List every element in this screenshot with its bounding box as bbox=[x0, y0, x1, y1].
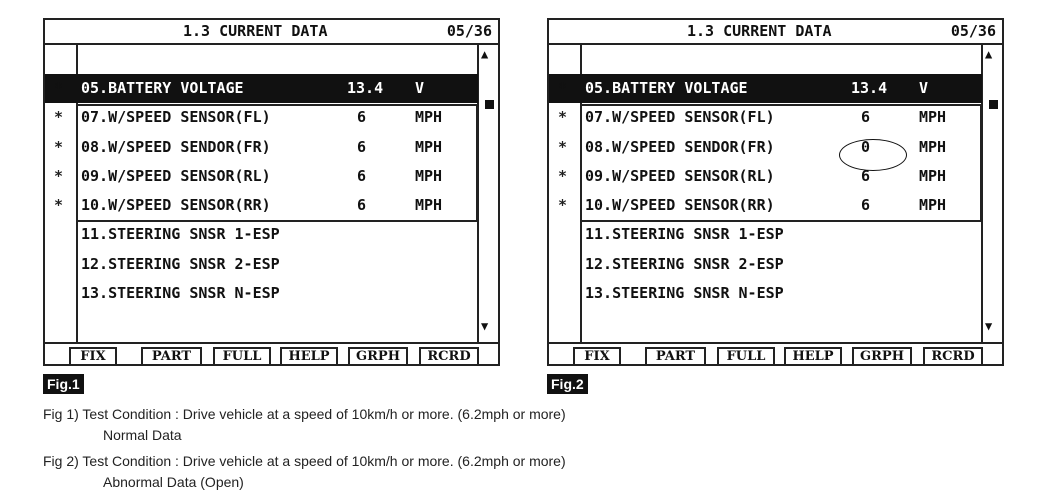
data-list bbox=[549, 74, 982, 308]
data-row[interactable] bbox=[549, 250, 982, 279]
fixed-mark: * bbox=[558, 108, 568, 127]
fixed-mark: * bbox=[558, 137, 568, 156]
item-name: 05.BATTERY VOLTAGE bbox=[585, 79, 748, 97]
item-name: 08.W/SPEED SENDOR(FR) bbox=[585, 137, 775, 156]
caption-fig1-condition: Fig 1) Test Condition : Drive vehicle at a speed of 10km/h or more. (6.2mph or more) bbox=[43, 406, 566, 422]
item-value: 13.4 bbox=[851, 79, 888, 97]
item-name: 09.W/SPEED SENSOR(RL) bbox=[81, 166, 271, 185]
item-value-abnormal: 0 bbox=[861, 137, 871, 156]
item-name: 10.W/SPEED SENSOR(RR) bbox=[81, 196, 271, 215]
full-button[interactable]: FULL bbox=[717, 347, 775, 366]
item-unit: MPH bbox=[919, 166, 947, 185]
record-button[interactable]: RCRD bbox=[923, 347, 983, 366]
fixed-mark: * bbox=[558, 79, 568, 97]
item-name: 12.STEERING SNSR 2-ESP bbox=[585, 254, 784, 273]
data-row-selected[interactable] bbox=[549, 74, 982, 103]
item-name: 11.STEERING SNSR 1-ESP bbox=[81, 225, 280, 244]
data-row[interactable] bbox=[45, 162, 478, 191]
item-value: 6 bbox=[357, 108, 367, 127]
item-unit: MPH bbox=[919, 108, 947, 127]
screen-frame bbox=[43, 18, 500, 366]
item-name: 07.W/SPEED SENSOR(FL) bbox=[81, 108, 271, 127]
fixed-mark: * bbox=[54, 166, 64, 185]
screen-title: 1.3 CURRENT DATA bbox=[183, 22, 328, 40]
item-value: 6 bbox=[357, 196, 367, 215]
scan-tool-screen-fig1 bbox=[43, 18, 500, 366]
data-row[interactable] bbox=[549, 191, 982, 220]
item-name: 09.W/SPEED SENSOR(RL) bbox=[585, 166, 775, 185]
item-name: 08.W/SPEED SENDOR(FR) bbox=[81, 137, 271, 156]
item-unit: MPH bbox=[415, 137, 443, 156]
title-bar bbox=[45, 20, 498, 45]
item-value: 6 bbox=[357, 137, 367, 156]
fix-button[interactable]: FIX bbox=[69, 347, 117, 366]
part-button[interactable]: PART bbox=[141, 347, 202, 366]
fixed-mark: * bbox=[54, 108, 64, 127]
help-button[interactable]: HELP bbox=[280, 347, 338, 366]
screen-title: 1.3 CURRENT DATA bbox=[687, 22, 832, 40]
function-button-bar bbox=[45, 342, 498, 368]
item-name: 12.STEERING SNSR 2-ESP bbox=[81, 254, 280, 273]
data-row[interactable] bbox=[45, 250, 478, 279]
caption-fig2-result: Abnormal Data (Open) bbox=[103, 474, 244, 490]
full-button[interactable]: FULL bbox=[213, 347, 271, 366]
item-name: 13.STEERING SNSR N-ESP bbox=[585, 284, 784, 303]
item-unit: MPH bbox=[415, 108, 443, 127]
data-row-selected[interactable] bbox=[45, 74, 478, 103]
item-unit: MPH bbox=[415, 196, 443, 215]
data-row[interactable] bbox=[45, 103, 478, 132]
item-unit: V bbox=[415, 79, 425, 97]
item-name: 11.STEERING SNSR 1-ESP bbox=[585, 225, 784, 244]
item-name: 13.STEERING SNSR N-ESP bbox=[81, 284, 280, 303]
item-value: 13.4 bbox=[347, 79, 384, 97]
help-button[interactable]: HELP bbox=[784, 347, 842, 366]
data-row[interactable] bbox=[549, 133, 982, 162]
data-row[interactable] bbox=[45, 133, 478, 162]
screen-frame bbox=[547, 18, 1004, 366]
scroll-up-arrow-icon[interactable]: ▲ bbox=[481, 47, 489, 61]
record-button[interactable]: RCRD bbox=[419, 347, 479, 366]
part-button[interactable]: PART bbox=[645, 347, 706, 366]
data-row[interactable] bbox=[45, 191, 478, 220]
data-row[interactable] bbox=[45, 279, 478, 308]
figure-label-2: Fig.2 bbox=[547, 374, 588, 394]
scrollbar-thumb[interactable] bbox=[989, 100, 998, 109]
caption-fig2-condition: Fig 2) Test Condition : Drive vehicle at a speed of 10km/h or more. (6.2mph or more) bbox=[43, 453, 566, 469]
item-value: 6 bbox=[861, 166, 871, 185]
function-button-bar bbox=[549, 342, 1002, 368]
fix-button[interactable]: FIX bbox=[573, 347, 621, 366]
fixed-mark: * bbox=[558, 196, 568, 215]
scroll-down-arrow-icon[interactable]: ▼ bbox=[985, 319, 993, 333]
page-indicator: 05/36 bbox=[950, 22, 996, 40]
item-value: 6 bbox=[861, 108, 871, 127]
scan-tool-screen-fig2 bbox=[547, 18, 1004, 366]
item-unit: MPH bbox=[919, 196, 947, 215]
graph-button[interactable]: GRPH bbox=[348, 347, 408, 366]
scroll-up-arrow-icon[interactable]: ▲ bbox=[985, 47, 993, 61]
graph-button[interactable]: GRPH bbox=[852, 347, 912, 366]
fixed-mark: * bbox=[54, 137, 64, 156]
scroll-down-arrow-icon[interactable]: ▼ bbox=[481, 319, 489, 333]
item-name: 05.BATTERY VOLTAGE bbox=[81, 79, 244, 97]
title-bar bbox=[549, 20, 1002, 45]
item-value: 6 bbox=[357, 166, 367, 185]
data-row[interactable] bbox=[549, 162, 982, 191]
item-name: 07.W/SPEED SENSOR(FL) bbox=[585, 108, 775, 127]
fixed-mark: * bbox=[54, 79, 64, 97]
data-list bbox=[45, 74, 478, 308]
fixed-mark: * bbox=[54, 196, 64, 215]
data-row[interactable] bbox=[549, 220, 982, 249]
data-row[interactable] bbox=[549, 103, 982, 132]
page-indicator: 05/36 bbox=[446, 22, 492, 40]
caption-fig1-result: Normal Data bbox=[103, 427, 182, 443]
item-value: 6 bbox=[861, 196, 871, 215]
figure-label-1: Fig.1 bbox=[43, 374, 84, 394]
data-row[interactable] bbox=[45, 220, 478, 249]
highlight-oval bbox=[839, 139, 907, 171]
item-unit: MPH bbox=[919, 137, 947, 156]
fixed-mark: * bbox=[558, 166, 568, 185]
data-row[interactable] bbox=[549, 279, 982, 308]
scrollbar-thumb[interactable] bbox=[485, 100, 494, 109]
item-unit: MPH bbox=[415, 166, 443, 185]
item-name: 10.W/SPEED SENSOR(RR) bbox=[585, 196, 775, 215]
item-unit: V bbox=[919, 79, 929, 97]
